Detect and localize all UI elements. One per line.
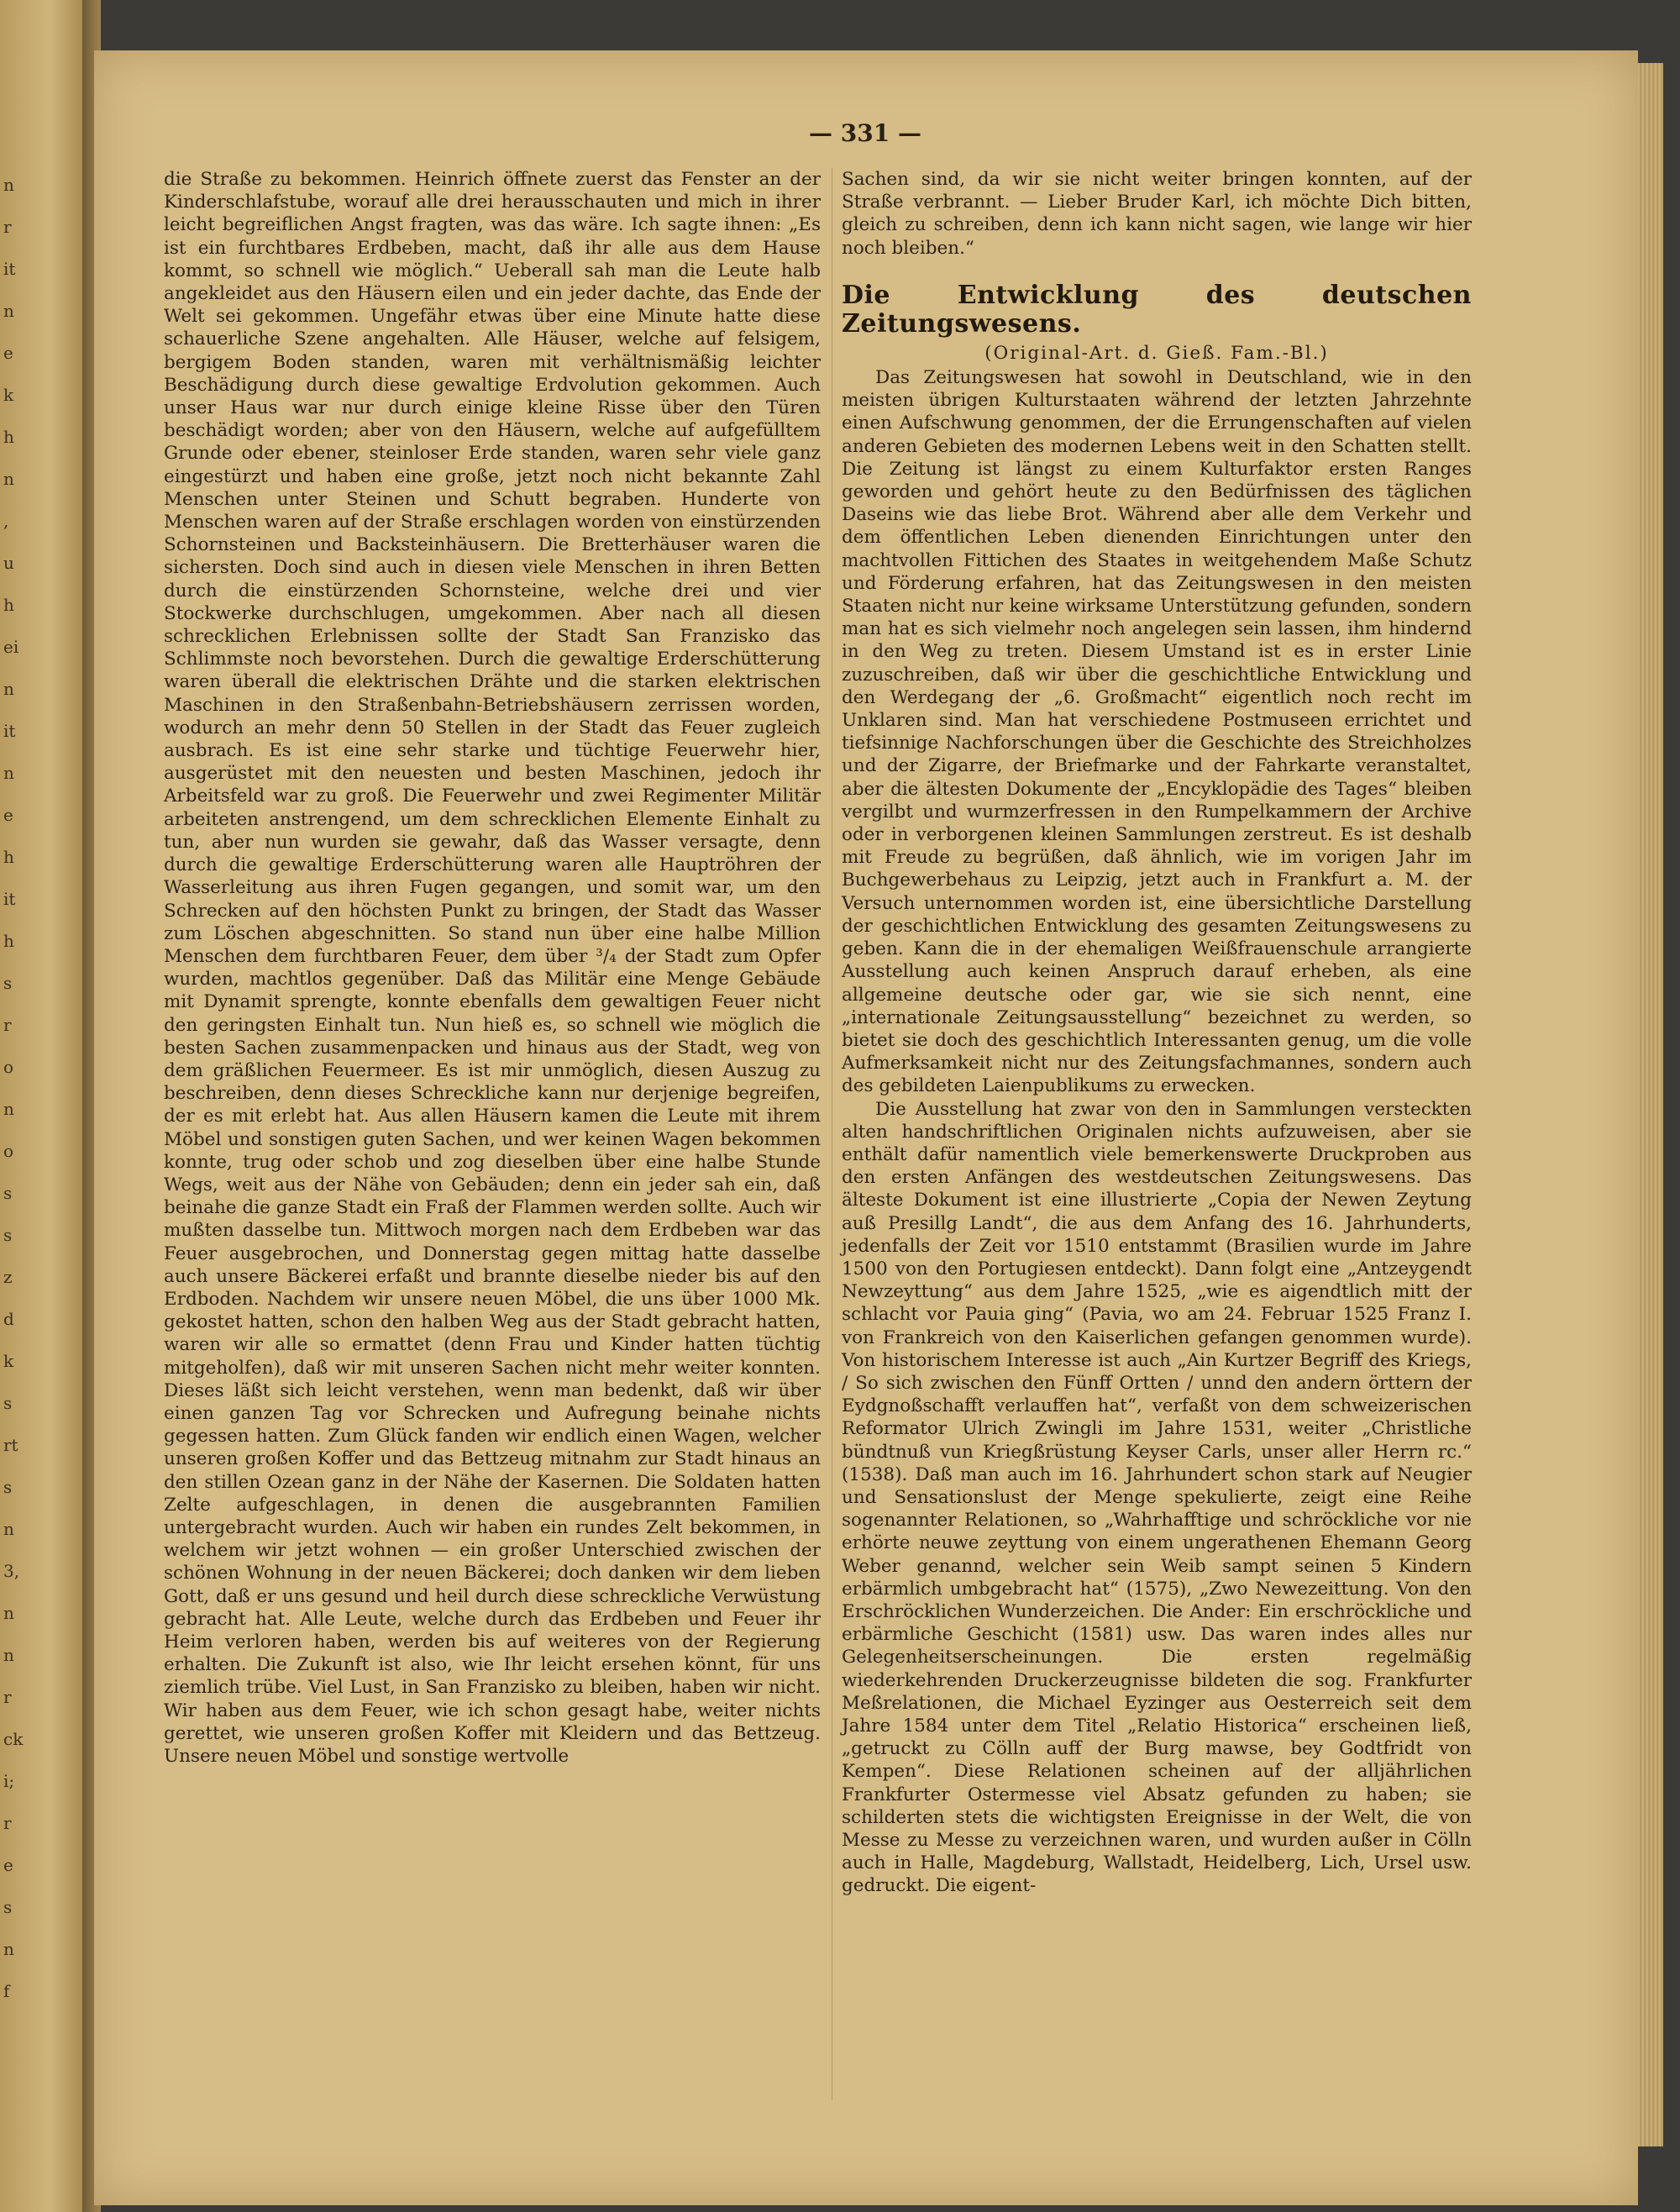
facing-page-fragment: n [3,763,14,783]
article-paragraph: Das Zeitungswesen hat sowohl in Deutschland, wie in den meisten übrigen Kulturstaaten während der letzten Jahrzehnte einen Aufschwung genommen, der die Errungenschaften auf vielen anderen Gebieten des modernen Lebens weit in den Schatten stellt. Die Zeitung ist längst zu einem Kulturfaktor ersten Ranges geworden und gehört heute zu den Bedürfnissen des täglichen Daseins wie das liebe Brot. Während aber alle dem Verkehr und dem öffentlichen Leben dienenden Einrichtungen unter den machtvollen Fittichen des Staates in weitgehendem Maße Schutz und Förderung erfahren, hat das Zeitungswesen in den meisten Staaten nicht nur keine wirksame Unterstützung gefunden, sondern man hat es sich vielmehr noch angelegen sein lassen, ihm hindernd in den Weg zu treten. Diesem Umstand ist es in erster Linie zuzuschreiben, daß wir über die geschichtliche Entwicklung und den Werdegang der „6. Großmacht“ eigentlich noch recht im Unklaren sind. Man hat verschiedene Postmuseen errichtet und tiefsinnige Nachforschungen über die Geschichte des Streichholzes und der Zigarre, der Briefmarke und der Fahrkarte veranstaltet, aber die ältesten Dokumente der „Encyklopädie des Tages“ bleiben vergilbt und wurmzerfressen in den Rumpelkammern der Archive oder in verborgenen kleinen Sammlungen zerstreut. Es ist deshalb mit Freude zu begrüßen, daß ähnlich, wie im vorigen Jahr im Buchgewerbehaus zu Leipzig, jetzt auch in Frankfurt a. M. der Versuch unternommen worden ist, eine übersichtliche Darstellung der geschichtlichen Entwicklung des gesamten Zeitungswesens zu geben. Kann die in der ehemaligen Weißfrauenschule arrangierte Ausstellung auch keinen Anspruch darauf erheben, als eine allgemeine deutsche oder gar, wie sie sich nennt, eine „internationale Zeitungsausstellung“ bezeichnet zu werden, so bietet sie doch des geschichtlich Interessanten genug, um die volle Aufmerksamkeit nicht nur des Zeitungsfachmannes, sondern auch des gebildeten Laienpublikums zu erwecken. [842,367,1472,1097]
facing-page-fragment: k [3,385,14,405]
facing-page-fragment: n [3,1645,14,1665]
facing-page-fragment: h [3,847,14,867]
facing-page-fragment: n [3,175,14,195]
facing-page-fragment: i; [3,1771,15,1791]
facing-page-fragment: o [3,1141,14,1161]
facing-page-fragment: ck [3,1729,24,1749]
facing-page-fragment: it [3,889,16,909]
facing-page-fragment: n [3,679,14,699]
facing-page-fragment: 3, [3,1561,20,1581]
facing-page-fragment: e [3,343,13,363]
facing-page-fragment: o [3,1057,14,1077]
facing-page-fragment: k [3,1351,14,1371]
facing-page-fragment: n [3,1519,14,1539]
right-column [842,168,1472,1898]
facing-page-fragment: it [3,259,16,279]
facing-page-fragment: r [3,1813,12,1833]
facing-page-fragment: s [3,1183,13,1203]
facing-page-fragment: , [3,511,9,531]
facing-page-fragment: ei [3,637,19,657]
facing-page-fragment: z [3,1267,13,1287]
facing-page-fragment: n [3,1939,14,1959]
article-title: Die Entwicklung des deutschen Zeitungswesens. [842,280,1472,339]
facing-page-fragment: u [3,553,14,573]
facing-page-fragment: h [3,595,14,615]
left-column [164,168,821,1768]
article-paragraph: Die Ausstellung hat zwar von den in Sammlungen versteckten alten handschriftlichen Originalen nichts aufzuweisen, aber sie enthält dafür namentlich viele bemerkenswerte Druckproben aus den ersten Anfängen des westdeutschen Zeitungswesens. Das älteste Dokument ist eine illustrierte „Copia der Newen Zeytung auß Presillg Landt“, die aus dem Anfang des 16. Jahrhunderts, jedenfalls der Zeit vor 1510 entstammt (Brasilien wurde im Jahre 1500 von den Portugiesen entdeckt). Dann folgt eine „Antzeygendt Newzeyttung“ aus dem Jahre 1525, „wie es aigendtlich mitt der schlacht vor Pauia ging“ (Pavia, wo am 24. Februar 1525 Franz I. von Frankreich von den Kaiserlichen gefangen genommen wurde). Von historischem Interesse ist auch „Ain Kurtzer Begriff des Kriegs, / So sich zwischen den Fünff Ortten / unnd den andern örttern der Eydgnoßschafft verlauffen hat“, verfaßt von dem schweizerischen Reformator Ulrich Zwingli im Jahre 1531, weiter „Christliche bündtnuß vun Kriegßrüstung Keyser Carls, unser aller Herrn rc.“ (1538). Daß man auch im 16. Jahrhundert schon stark auf Neugier und Sensationslust der Menge spekulierte, zeigt eine Reihe sogenannter Relationen, so „Wahrhafftige und schröckliche vor nie erhörte neuwe zeyttung von einem ungerathenen Ehemann Georg Weber genannd, welcher sein Weib sampt seinen 5 Kindern erbärmlich umbgebracht hat“ (1575), „Zwo Newezeittung. Von den Erschröcklichen Wunderzeichen. Die Ander: Ein erschröckliche und erbärmliche Geschicht (1581) usw. Das waren indes alles nur Gelegenheitserscheinungen. Die ersten regelmäßig wiederkehrenden Druckerzeugnisse bildeten die sog. Frankfurter Meßrelationen, die Michael Eyzinger aus Oesterreich seit dem Jahre 1584 unter dem Titel „Relatio Historica“ erscheinen ließ, „getruckt zu Cölln auff der Burg mawse, bey Godtfridt von Kempen“. Diese Relationen scheinen auf der alljährlichen Frankfurter Ostermesse viel Absatz gefunden zu haben; sie schilderten stets die wichtigsten Ereignisse in der Welt, die von Messe zu Messe zu verzeichnen waren, und wurden außer in Cölln auch in Halle, Magdeburg, Wallstadt, Heidelberg, Lich, Ursel usw. gedruckt. Die eigent- [842,1098,1472,1897]
letter-continuation: Sachen sind, da wir sie nicht weiter bringen konnten, auf der Straße verbrannt. — Lieber Bruder Karl, ich möchte Dich bitten, gleich zu schreiben, denn ich kann nicht sagen, wie lange wir hier noch bleiben.“ [842,169,1472,259]
facing-page-fragment: s [3,1477,13,1497]
facing-page-fragment: s [3,1393,13,1413]
facing-page-fragment: e [3,805,13,825]
page-number: — 331 — [809,119,921,147]
facing-page-fragment: r [3,1687,12,1707]
facing-page-fragment: d [3,1309,14,1329]
page-stack-edge [1638,63,1663,2146]
facing-page-edge [0,0,82,2212]
facing-page-fragment: r [3,1015,12,1035]
facing-page-fragment: n [3,1603,14,1623]
facing-page-fragment: f [3,1981,10,2001]
facing-page-fragment: r [3,217,12,237]
facing-page-fragment: s [3,973,13,993]
facing-page-fragment: rt [3,1435,18,1455]
facing-page-fragment: n [3,301,14,321]
facing-page-fragment: e [3,1855,13,1875]
article-source: (Original-Art. d. Gieß. Fam.-Bl.) [984,342,1329,364]
facing-page-fragment: s [3,1897,13,1917]
facing-page-fragment: h [3,931,14,951]
facing-page-fragment: it [3,721,16,741]
facing-page-fragment: n [3,1099,14,1119]
left-column-text: die Straße zu bekommen. Heinrich öffnete zuerst das Fenster an der Kinderschlafstube, worauf alle drei herausschauten und mich in ihrer leicht begreiflichen Angst fragten, was das wäre. Ich sagte ihnen: „Es ist ein furchtbares Erdbeben, macht, daß ihr alle aus dem Hause kommt, so schnell wie möglich.“ Ueberall sah man die Leute halb angekleidet aus den Häusern eilen und ein jeder dachte, das Ende der Welt sei gekommen. Ungefähr etwas über eine Minute hatte diese schauerliche Szene angehalten. Alle Häuser, welche auf felsigem, bergigem Boden standen, waren mit verhältnismäßig leichter Beschädigung durch diese gewaltige Erdvolution gekommen. Auch unser Haus war nur durch einige kleine Risse über den Türen beschädigt worden; aber von den Häusern, welche auf aufgefülltem Grunde oder ebener, steinloser Erde standen, waren sehr viele ganz eingestürzt und haben eine große, jetzt noch nicht bekannte Zahl Menschen unter Steinen und Schutt begraben. Hunderte von Menschen waren auf der Straße erschlagen worden von einstürzenden Schornsteinen und Backsteinhäusern. Die Bretterhäuser waren die sichersten. Doch sind auch in diesen viele Menschen in ihren Betten durch die einstürzenden Schornsteine, welche drei und vier Stockwerke durchschlugen, umgekommen. Aber nach all diesen schrecklichen Erlebnissen sollte der Stadt San Franzisko das Schlimmste noch bevorstehen. Durch die gewaltige Erderschütterung waren überall die elektrischen Drähte und die starken elektrischen Maschinen in den Straßenbahn-Betriebshäusern zerrissen worden, wodurch an mehr denn 50 Stellen in der Stadt das Feuer zugleich ausbrach. Es ist eine sehr starke und tüchtige Feuerwehr hier, ausgerüstet mit den neuesten und besten Maschinen, jedoch ihr Arbeitsfeld war zu groß. Die Feuerwehr und zwei Regimenter Militär arbeiteten anstrengend, um dem schrecklichen Elemente Einhalt zu tun, aber nun wurden sie gewahr, daß das Wasser versagte, denn durch die gewaltige Erderschütterung waren alle Hauptröhren der Wasserleitung aus ihren Fugen gegangen, und somit war, um den Schrecken auf den höchsten Punkt zu bringen, der Stadt das Wasser zum Löschen abgeschnitten. So stand nun über eine halbe Million Menschen dem furchtbaren Feuer, dem über ³/₄ der Stadt zum Opfer wurden, machtlos gegenüber. Daß das Militär eine Menge Gebäude mit Dynamit sprengte, konnte ebenfalls dem gewaltigen Feuer nicht den geringsten Einhalt tun. Nun hieß es, so schnell wie möglich die besten Sachen zusammenpacken und hinaus aus der Stadt, weg von dem gräßlichen Feuermeer. Es ist mir unmöglich, diesen Auszug zu beschreiben, denn dieses Schreckliche kann nur derjenige begreifen, der es mit erlebt hat. Aus allen Häusern kamen die Leute mit ihrem Möbel und sonstigen guten Sachen, und wer keinen Wagen bekommen konnte, trug oder schob und zog dieselben über eine halbe Stunde Wegs, weit aus der Nähe von Gebäuden; denn ein jeder sah ein, daß beinahe die ganze Stadt ein Fraß der Flammen werden sollte. Auch wir mußten dasselbe tun. Mittwoch morgen nach dem Erdbeben war das Feuer ausgebrochen, und Donnerstag gegen mittag hatte dasselbe auch unsere Bäckerei erfaßt und brannte dieselbe nieder bis auf den Erdboden. Nachdem wir unsere neuen Möbel, die uns über 1000 Mk. gekostet hatten, schon den halben Weg aus der Stadt gebracht hatten, waren wir alle so ermattet (denn Frau und Kinder hatten tüchtig mitgeholfen), daß wir mit unseren Sachen nicht mehr weiter konnten. Dieses läßt sich leicht verstehen, wenn man bedenkt, daß wir über einen ganzen Tag vor Schrecken und Aufregung beinahe nichts gegessen hatten. Zum Glück fanden wir endlich einen Wagen, welcher unseren großen Koffer und das Bettzeug mitnahm zur Stadt hinaus an den stillen Ozean ganz in der Nähe der Kasernen. Die Soldaten hatten Zelte aufgeschlagen, in denen die ausgebrannten Familien untergebracht wurden. Auch wir haben ein rundes Zelt bekommen, in welchem wir jetzt wohnen — ein großer Unterschied zwischen der schönen Wohnung in der neuen Bäckerei; doch danken wir dem lieben Gott, daß er uns gesund und heil durch diese schreckliche Verwüstung gebracht hat. Alle Leute, welche durch das Erdbeben und Feuer ihr Heim verloren haben, werden bis auf weiteres von der Regierung erhalten. Die Zukunft ist also, wie Ihr leicht ersehen könnt, für uns ziemlich trübe. Viel Lust, in San Franzisko zu bleiben, haben wir nicht. Wir haben aus dem Feuer, wie ich schon gesagt habe, weiter nichts gerettet, wie unseren großen Koffer mit Kleidern und das Bettzeug. Unsere neuen Möbel und sonstige wertvolle [164,169,821,1768]
facing-page-fragment: s [3,1225,13,1245]
facing-page-fragment: h [3,427,14,447]
facing-page-fragment: n [3,469,14,489]
